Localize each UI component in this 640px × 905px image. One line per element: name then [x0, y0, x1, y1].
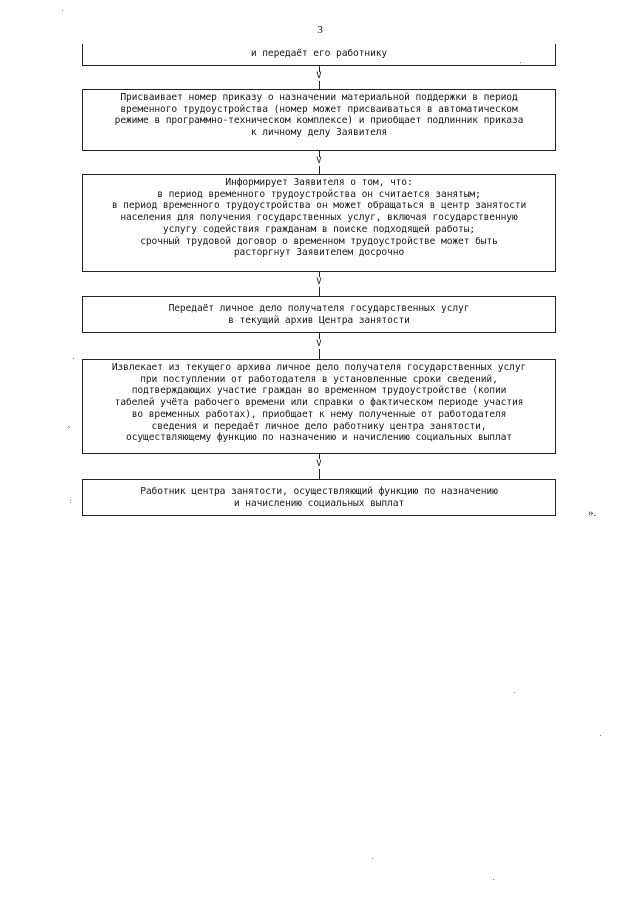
scan-speck: [514, 692, 515, 693]
scan-speck: [520, 62, 521, 63]
connector-line: [319, 349, 320, 359]
scan-speck: [70, 500, 71, 501]
scan-speck: [372, 858, 373, 859]
flow-step-assign-number: Присваивает номер приказу о назначении материальной поддержки в период временного трудоустройства (номер может присваиваться в автоматическом режиме в программно-техническом комплексе) и приобщает подлинник приказа к личному делу Заявителя: [82, 89, 556, 151]
scan-speck: [70, 502, 71, 503]
scan-speck: [600, 735, 601, 736]
closing-quote-mark: ».: [588, 507, 597, 519]
arrow-down-icon: V: [316, 156, 322, 166]
connector-line: [319, 166, 320, 174]
connector-line: [319, 81, 320, 89]
arrow-down-icon: V: [316, 277, 322, 287]
scan-speck: [62, 10, 63, 11]
flow-step-retrieve: Извлекает из текущего архива личное дело получателя государственных услуг при поступлении от работодателя в установленные сроки сведений, подтверждающих участие граждан во временном трудоустройстве (копии табелей учёта рабочего времени или справки о фактическом периоде участия во временных работах), приобщает к нему полученные от работодателя сведения и передаёт личное дело работнику центра занятости, осуществляющему функцию по назначению и начислению социальных выплат: [82, 359, 556, 454]
flow-step-handover: и передаёт его работнику: [82, 44, 556, 66]
scan-speck: [69, 427, 70, 428]
scan-speck: [493, 879, 494, 880]
flow-step-transfer-archive: Передаёт личное дело получателя государственных услуг в текущий архив Центра занятости: [82, 296, 556, 333]
flow-step-worker: Работник центра занятости, осуществляющий функцию по назначению и начислению социальных выплат: [82, 479, 556, 516]
connector-line: [319, 469, 320, 479]
arrow-down-icon: V: [316, 71, 322, 81]
flow-step-inform: Информирует Заявителя о том, что: в период временного трудоустройства он считается занятым; в период временного трудоустройства он может обращаться в центр занятости населения для получения государственных услуг, включая государственную услугу содействия гражданам в поиске подходящей работы; срочный трудовой договор о временном трудоустройстве может быть расторгнут Заявителем досрочно: [82, 174, 556, 272]
arrow-down-icon: V: [316, 339, 322, 349]
page-number: 3: [317, 24, 323, 36]
connector-line: [319, 287, 320, 296]
scan-speck: [73, 358, 74, 359]
arrow-down-icon: V: [316, 459, 322, 469]
